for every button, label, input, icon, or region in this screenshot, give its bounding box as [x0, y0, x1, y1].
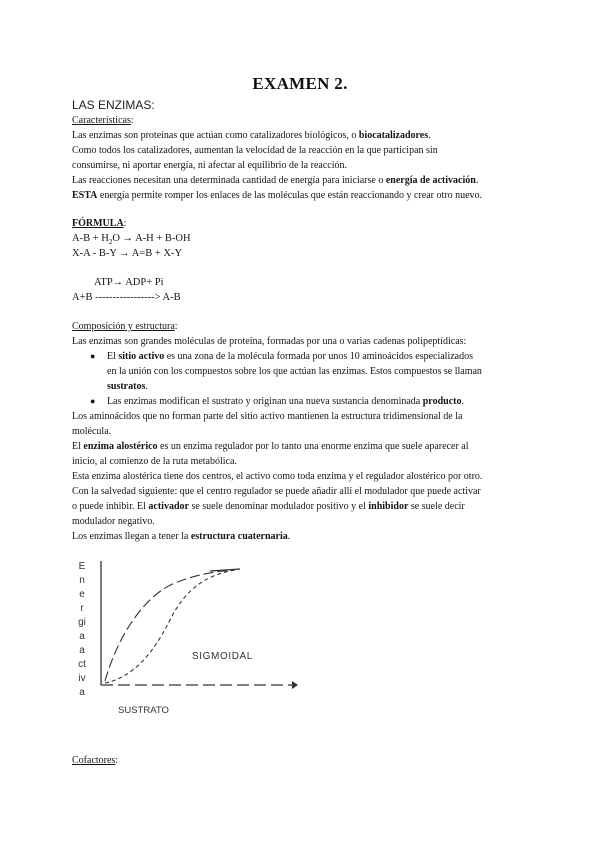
composicion-line-1: Las enzimas son grandes moléculas de proteína, formadas por una o varias cadenas polipeptídicas:	[72, 336, 467, 347]
formula-line-4: A+B -----------------> A-B	[72, 292, 181, 303]
y-axis-label-letter: a	[79, 631, 85, 642]
x-axis-arrowhead	[292, 681, 298, 689]
bullet-2-line-1: Las enzimas modifican el sustrato y originan una nueva sustancia denominada producto.	[107, 396, 464, 407]
y-axis-label-letter: gi	[78, 617, 86, 628]
cofactores-heading: Cofactores:	[72, 755, 119, 766]
caracteristicas-line-4: Las reacciones necesitan una determinada cantidad de energía para iniciarse o energía de activación.	[72, 175, 479, 186]
composicion-line-3: molécula.	[72, 426, 112, 437]
composicion-line-10: Los enzimas llegan a tener la estructura cuaternaria.	[72, 531, 291, 542]
caracteristicas-line-2: Como todos los catalizadores, aumentan la velocidad de la reacción en la que participan sin	[72, 145, 438, 156]
composicion-line-8: o puede inhibir. El activador se suele denominar modulador positivo y el inhibidor se suele decir	[72, 501, 465, 512]
sigmoidal-curve	[105, 570, 235, 683]
y-axis-label	[78, 561, 86, 698]
formula-heading: FÓRMULA:	[72, 218, 127, 229]
y-axis-label-letter: a	[79, 645, 85, 656]
composicion-heading: Composición y estructura:	[72, 321, 178, 332]
hyperbolic-curve	[105, 570, 235, 681]
y-axis-label-letter: e	[79, 589, 85, 600]
y-axis-label-letter: E	[78, 561, 86, 572]
enzyme-kinetics-figure	[60, 555, 300, 720]
formula-line-1: $A-B + H_2O \to A-H + B-OH$	[72, 233, 191, 247]
x-axis-label: SUSTRATO	[118, 705, 169, 716]
composicion-line-7: Con la salvedad siguiente: que el centro regulador se puede añadir allí el modulador que puede activar	[72, 486, 481, 497]
bullet-dot: ●	[90, 351, 96, 361]
bullet-1-line-3: sustratos.	[107, 381, 148, 392]
y-axis-label-letter: n	[79, 575, 85, 586]
composicion-line-4: El enzima alostérico es un enzima regulador por lo tanto una enorme enzima que suele aparecer al	[72, 441, 469, 452]
y-axis-label-letter: r	[80, 603, 84, 614]
caracteristicas-line-5: ESTA energía permite romper los enlaces de las moléculas que están reaccionando y crear otro nuevo.	[72, 190, 483, 201]
caracteristicas-line-3: consumirse, ni aportar energía, ni afectar al equilibrio de la reacción.	[72, 160, 347, 171]
y-axis-label-letter: a	[79, 687, 85, 698]
bullet-1-line-2: en la unión con los compuestos sobre los que actúan las enzimas. Estos compuestos se llaman	[107, 366, 482, 377]
formula-line-3: ATP→ ADP+ Pi	[94, 277, 164, 288]
composicion-line-5: inicio, al comienzo de la ruta metabólica.	[72, 456, 237, 467]
caracteristicas-heading: Características:	[72, 115, 134, 126]
bullet-1-line-1: El sitio activo es una zona de la molécula formada por unos 10 aminoácidos especializados	[107, 351, 473, 362]
section-heading: LAS ENZIMAS:	[72, 98, 155, 112]
composicion-line-6: Esta enzima alostérica tiene dos centros, el activo como toda enzima y el regulador alostérico por otro.	[72, 471, 483, 482]
composicion-line-9: modulador negativo.	[72, 516, 155, 527]
page-title: EXAMEN 2.	[252, 74, 348, 93]
composicion-line-2: Los aminoácidos que no forman parte del sitio activo mantienen la estructura tridimensional de la	[72, 411, 463, 422]
y-axis-label-letter: iv	[78, 673, 86, 684]
bullet-dot: ●	[90, 396, 96, 406]
formula-line-2: X-A - B-Y → A=B + X-Y	[72, 248, 183, 259]
y-axis-label-letter: ct	[78, 659, 86, 670]
curve-label-sigmoidal: SIGMOIDAL	[192, 651, 253, 662]
caracteristicas-line-1: Las enzimas son proteínas que actúan como catalizadores biológicos, o biocatalizadores.	[72, 130, 431, 141]
